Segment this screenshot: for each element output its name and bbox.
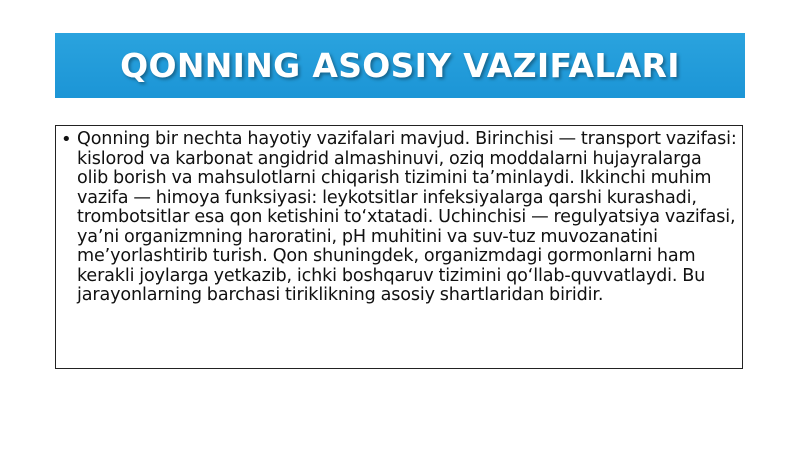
bullet-text: Qonning bir nechta hayotiy vazifalari mavjud. Birinchisi — transport vazifasi: kislorod va karbonat angidrid almashinuvi, oziq moddalarni hujayralarga olib borish va mahsulotlarni chiqarish tizimini ta’minlaydi. Ikkinchi muhim vazifa — himoya funksiyasi: leykotsitlar infeksiyalarga qarshi kurashadi, trombotsitlar esa qon ketishini to‘xtatadi. Uchinchisi — regulyatsiya vazifasi, ya’ni organizmning haroratini, pH muhitini va suv-tuz muvozanatini me’yorlashtirib turish. Qon shuningdek, organizmdagi gormonlarni ham kerakli joylarga yetkazib, ichki boshqaruv tizimini qo‘llab-quvvatlaydi. Bu jarayonlarning barchasi tiriklikning asosiy shartlaridan biridir.: [77, 129, 737, 305]
content-box: [55, 125, 743, 369]
bullet-item: [61, 130, 737, 306]
title-banner: [55, 33, 745, 98]
slide-title: QONNING ASOSIY VAZIFALARI: [120, 46, 680, 85]
bullet-marker: •: [61, 129, 72, 150]
